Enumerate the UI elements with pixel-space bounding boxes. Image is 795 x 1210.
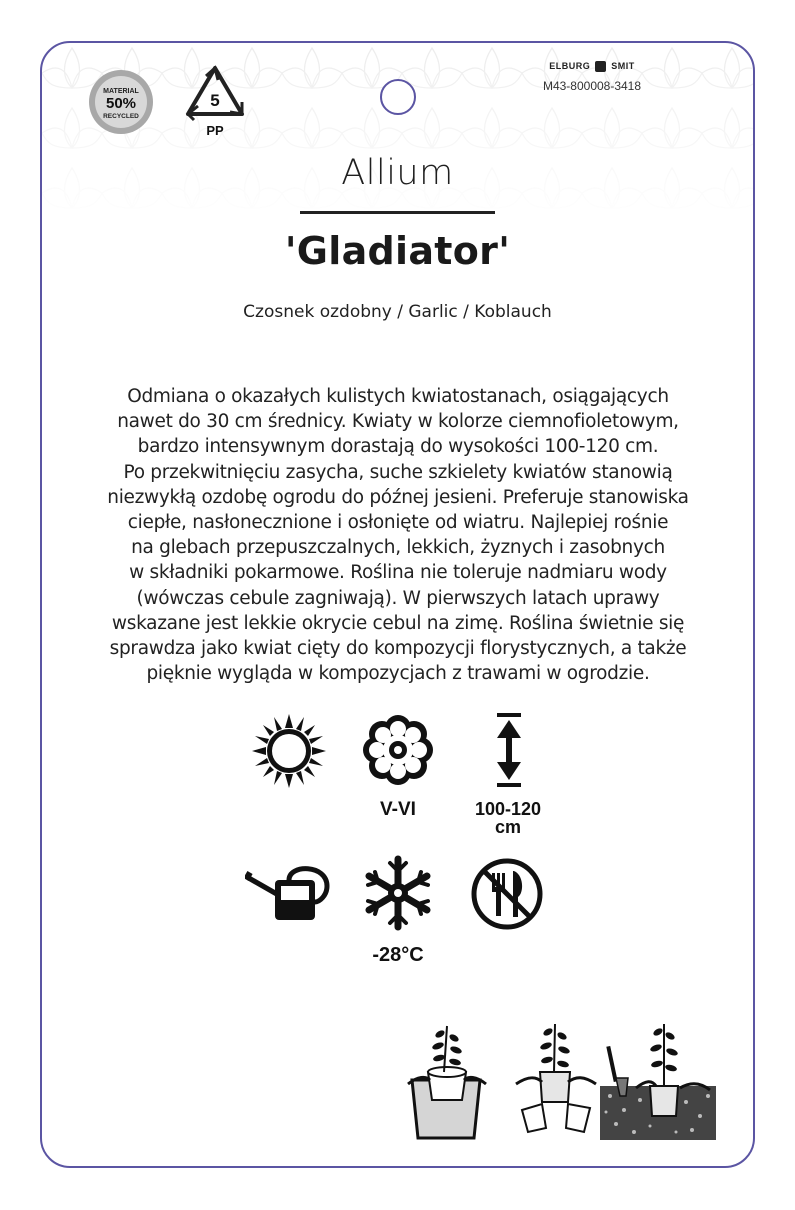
description-line: wskazane jest lekkie okrycie cebul na zimę. Roślina świetnie się [111,612,685,634]
description-line: ciepłe, nasłonecznione i osłonięte od wiatru. Najlepiej rośnie [127,512,669,534]
flowering-time-icon [360,712,436,788]
recycle-pp-icon [180,62,250,140]
height-value-label: 100-120 [474,799,542,819]
brand-right-text: SMIT [611,61,635,71]
description-line: bardzo intensywnym dorastają do wysokości 100-120 cm. [137,436,659,458]
hardiness-label: -28°C [372,944,424,966]
description-line: niezwykłą ozdobę ogrodu do późnej jesieni. Preferuje stanowiska [107,486,689,508]
description-line: pięknie wygląda w kompozycjach z trawami w ogrodzie. [146,663,650,685]
cultivar-title: 'Gladiator' [284,229,511,273]
description-line: Odmiana o okazałych kulistych kwiatostanach, osiągających [127,386,669,407]
title-divider [300,211,495,214]
badge-percent-text: 50% [105,95,137,112]
step-plant-in-soil-icon [600,1024,716,1140]
description-line: na glebach przepuszczalnych, lekkich, żyznych i zasobnych [131,537,665,559]
description-line: nawet do 30 cm średnicy. Kwiaty w kolorze ciemnofioletowym, [117,411,679,433]
description-line: w składniki pokarmowe. Roślina nie toleruje nadmiaru wody [129,562,667,584]
common-names: Czosnek ozdobny / Garlic / Koblauch [243,302,552,322]
recycled-material-badge-icon [86,68,156,136]
badge-material-text: MATERIAL [103,88,139,95]
step-remove-pot-icon [516,1024,596,1132]
brand-logo [527,61,657,72]
plant-height-icon [491,712,527,788]
flowering-label: V-VI [380,799,416,820]
description-line: Po przekwitnięciu zasycha, suche szkielety kwiatów stanowią [123,461,673,483]
recycle-material-text: PP [206,123,224,138]
frost-hardiness-icon [360,855,436,931]
watering-icon [245,862,331,922]
not-edible-icon [470,857,544,931]
brand-left-text: ELBURG [549,61,591,71]
planting-instructions-illustration [404,1020,719,1142]
recycle-number-text: 5 [210,91,220,110]
description [58,384,738,686]
description-line: (wówczas cebule zagniwają). W pierwszych latach uprawy [136,587,660,609]
badge-recycled-text: RECYCLED [103,113,139,120]
height-unit-label: cm [494,817,521,837]
product-code: M43-800008-3418 [542,79,642,93]
hang-hole [380,79,416,115]
full-sun-icon [250,712,328,790]
genus-title: Allium [341,153,454,193]
description-line: sprawdza jako kwiat cięty do kompozycji florystycznych, a także [109,638,687,660]
brand-mark-icon [595,61,606,72]
step-soak-pot-icon [408,1026,486,1138]
